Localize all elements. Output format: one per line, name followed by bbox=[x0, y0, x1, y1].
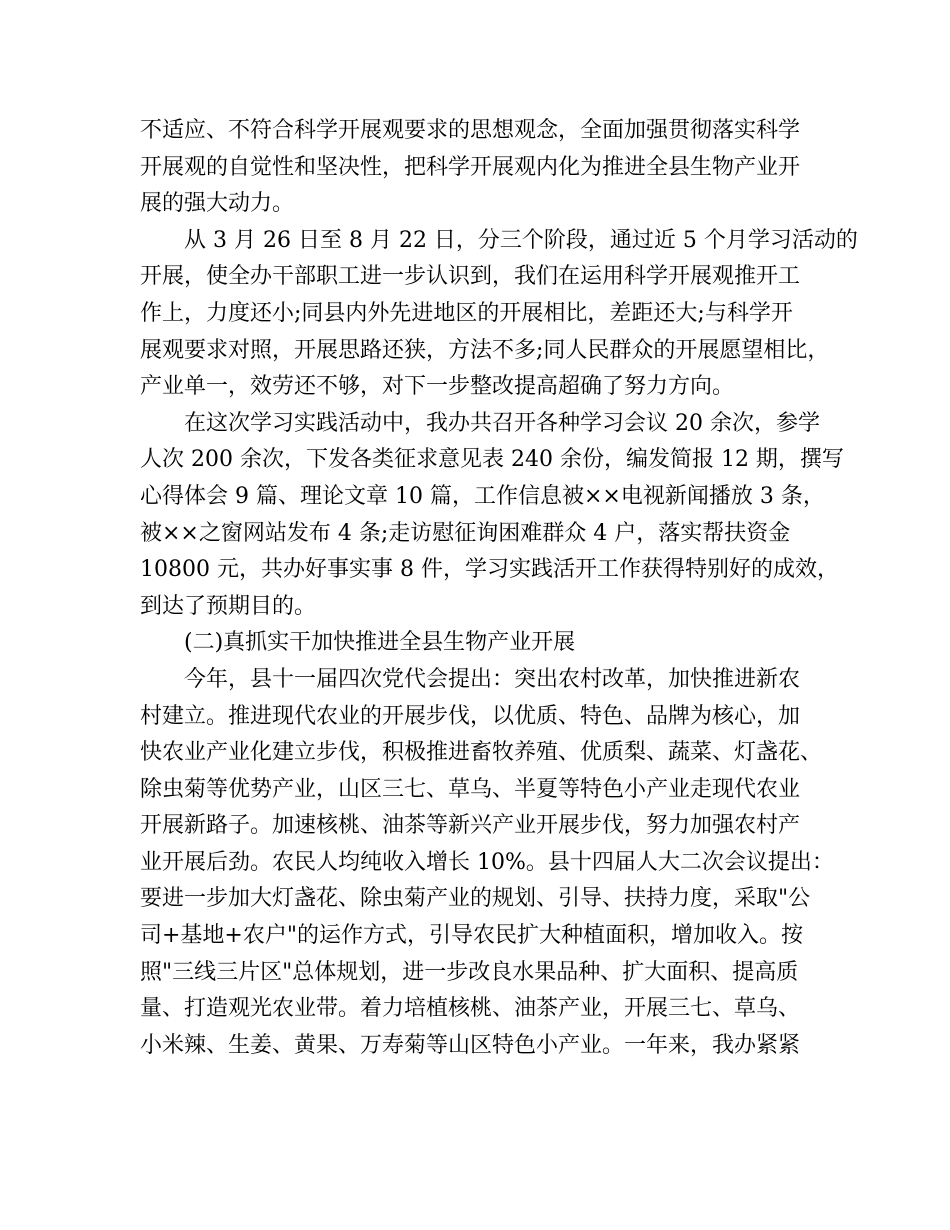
text-line: 司+基地+农户"的运作方式，引导农民扩大种植面积，增加收入。按 bbox=[140, 923, 803, 949]
text-line: 照"三线三片区"总体规划，进一步改良水果品种、扩大面积、提高质 bbox=[140, 959, 799, 985]
text-line: 展的强大动力。 bbox=[140, 191, 295, 217]
text-line: 产业单一，效劳还不够，对下一步整改提高超确了努力方向。 bbox=[140, 374, 735, 400]
text-line: 心得体会 9 篇、理论文章 10 篇，工作信息被××电视新闻播放 3 条， bbox=[140, 483, 825, 509]
text-line: 开展新路子。加速核桃、油茶等新兴产业开展步伐，努力加强农村产 bbox=[140, 813, 801, 839]
text-line: 到达了预期目的。 bbox=[140, 593, 317, 619]
text-line: 作上，力度还小;同县内外先进地区的开展相比，差距还大;与科学开 bbox=[140, 300, 793, 326]
text-line: 除虫菊等优势产业，山区三七、草乌、半夏等特色小产业走现代农业 bbox=[140, 776, 801, 802]
text-line: 人次 200 余次，下发各类征求意见表 240 余份，编发简报 12 期，撰写 bbox=[140, 447, 844, 473]
body-text bbox=[140, 113, 858, 1064]
text-line: 量、打造观光农业带。着力培植核桃、油茶产业，开展三七、草乌、 bbox=[140, 996, 801, 1022]
text-line: 要进一步加大灯盏花、除虫菊产业的规划、引导、扶持力度，采取"公 bbox=[140, 886, 811, 912]
paragraph-first-line: 今年，县十一届四次党代会提出：突出农村改革，加快推进新农 bbox=[184, 666, 801, 692]
text-line: 10800 元，共办好事实事 8 件，学习实践活开工作获得特别好的成效， bbox=[140, 557, 839, 583]
text-line: 被××之窗网站发布 4 条;走访慰征询困难群众 4 户，落实帮扶资金 bbox=[140, 520, 791, 546]
text-line: 小米辣、生姜、黄果、万寿菊等山区特色小产业。一年来，我办紧紧 bbox=[140, 1032, 801, 1058]
text-line: 快农业产业化建立步伐，积极推进畜牧养殖、优质梨、蔬菜、灯盏花、 bbox=[140, 740, 823, 766]
text-line: 不适应、不符合科学开展观要求的思想观念，全面加强贯彻落实科学 bbox=[140, 118, 801, 143]
text-line: 开展，使全办干部职工进一步认识到，我们在运用科学开展观推开工 bbox=[140, 264, 801, 290]
paragraph-first-line: 在这次学习实践活动中，我办共召开各种学习会议 20 余次，参学 bbox=[184, 410, 820, 436]
paragraph-first-line: 从 3 月 26 日至 8 月 22 日，分三个阶段，通过近 5 个月学习活动的 bbox=[184, 227, 858, 253]
text-line: 开展观的自觉性和坚决性，把科学开展观内化为推进全县生物产业开 bbox=[140, 154, 801, 180]
text-line: 村建立。推进现代农业的开展步伐，以优质、特色、品牌为核心，加 bbox=[140, 703, 801, 729]
text-line: 展观要求对照，开展思路还狭，方法不多;同人民群众的开展愿望相比， bbox=[140, 337, 830, 363]
paragraph-first-line: (二)真抓实干加快推进全县生物产业开展 bbox=[184, 630, 576, 656]
text-line: 业开展后劲。农民人均纯收入增长 10%。县十四届人大二次会议提出： bbox=[140, 849, 834, 875]
